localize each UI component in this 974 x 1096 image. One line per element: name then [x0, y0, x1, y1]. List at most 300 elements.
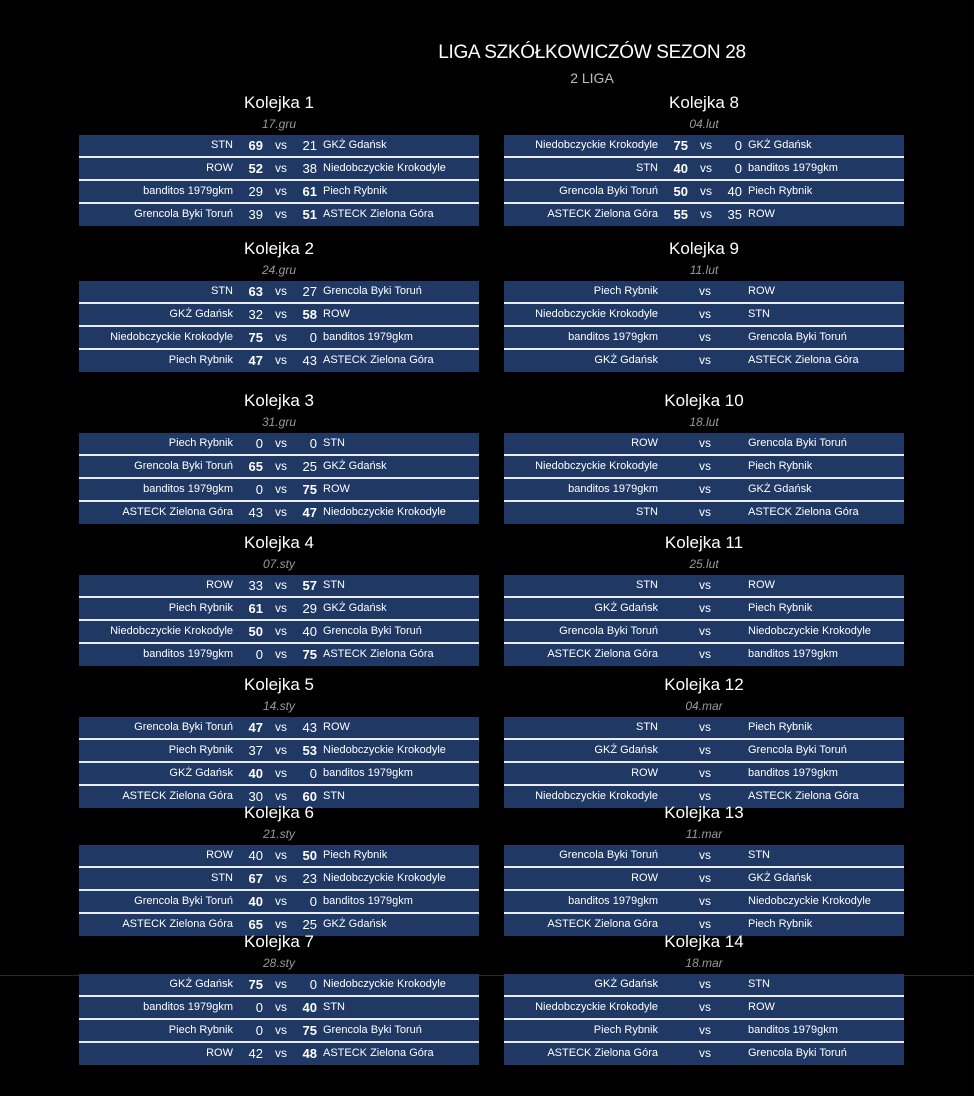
away-team: banditos 1979gkm — [323, 767, 413, 779]
round-block — [79, 531, 479, 666]
match-list — [504, 433, 904, 524]
home-score: 32 — [248, 307, 263, 322]
away-team: Grencola Byki Toruń — [323, 285, 422, 297]
away-score: 60 — [302, 789, 317, 804]
away-team: Grencola Byki Toruń — [323, 625, 422, 637]
round-title: Kolejka 6 — [244, 803, 314, 822]
away-team: Piech Rybnik — [323, 185, 388, 197]
match-row — [504, 997, 904, 1020]
vs-label: vs — [275, 647, 287, 661]
vs-label: vs — [275, 871, 287, 885]
round-date: 11.mar — [685, 827, 723, 841]
away-score: 25 — [302, 459, 317, 474]
vs-label: vs — [275, 353, 287, 367]
away-team: Piech Rybnik — [748, 185, 813, 197]
away-team: ASTECK Zielona Góra — [748, 506, 859, 518]
round-title: Kolejka 14 — [664, 932, 744, 951]
home-team: Niedobczyckie Krokodyle — [535, 1001, 658, 1013]
round-date: 11.lut — [689, 263, 719, 277]
away-team: GKŻ Gdańsk — [323, 460, 387, 472]
round-block — [79, 237, 479, 372]
vs-label: vs — [699, 284, 711, 298]
away-team: ROW — [748, 285, 775, 297]
home-score: 52 — [248, 161, 263, 176]
vs-label: vs — [275, 207, 287, 221]
away-score: 47 — [302, 505, 317, 520]
home-team: banditos 1979gkm — [568, 483, 658, 495]
round-block — [504, 531, 904, 666]
match-row — [504, 845, 904, 868]
vs-label: vs — [275, 184, 287, 198]
vs-label: vs — [699, 789, 711, 803]
round-block — [79, 91, 479, 226]
vs-label: vs — [275, 789, 287, 803]
round-date: 31.gru — [261, 415, 297, 429]
away-score: 75 — [302, 647, 317, 662]
away-team: Piech Rybnik — [748, 918, 813, 930]
match-row — [504, 433, 904, 456]
away-team: GKŻ Gdańsk — [748, 483, 812, 495]
round-date: 18.mar — [685, 956, 723, 970]
match-row — [79, 1043, 479, 1065]
vs-label: vs — [275, 624, 287, 638]
vs-label: vs — [275, 766, 287, 780]
vs-label: vs — [275, 1046, 287, 1060]
vs-label: vs — [699, 917, 711, 931]
vs-label: vs — [275, 330, 287, 344]
vs-label: vs — [700, 161, 712, 175]
home-team: ROW — [631, 437, 658, 449]
vs-label: vs — [699, 743, 711, 757]
match-row — [79, 891, 479, 914]
match-list — [504, 135, 904, 226]
home-score: 65 — [248, 917, 263, 932]
home-team: Piech Rybnik — [168, 437, 233, 449]
away-score: 0 — [309, 436, 317, 451]
away-team: ASTECK Zielona Góra — [323, 648, 434, 660]
round-date: 25.lut — [689, 557, 719, 571]
away-team: Niedobczyckie Krokodyle — [748, 625, 871, 637]
match-row — [79, 479, 479, 502]
home-team: Niedobczyckie Krokodyle — [535, 790, 658, 802]
match-row — [79, 575, 479, 598]
away-team: ASTECK Zielona Góra — [323, 208, 434, 220]
match-list — [504, 575, 904, 666]
vs-label: vs — [275, 848, 287, 862]
round-block — [79, 930, 479, 1065]
match-row — [79, 868, 479, 891]
home-team: ASTECK Zielona Góra — [122, 918, 233, 930]
away-score: 40 — [727, 184, 742, 199]
vs-label: vs — [699, 848, 711, 862]
home-score: 30 — [248, 789, 263, 804]
home-team: Piech Rybnik — [168, 354, 233, 366]
match-row — [504, 891, 904, 914]
match-list — [79, 281, 479, 372]
home-team: STN — [636, 721, 658, 733]
away-team: GKŻ Gdańsk — [323, 139, 387, 151]
away-team: ROW — [748, 579, 775, 591]
home-team: Grencola Byki Toruń — [134, 721, 233, 733]
match-row — [79, 350, 479, 372]
vs-label: vs — [275, 161, 287, 175]
round-block — [504, 801, 904, 936]
match-row — [504, 135, 904, 158]
away-team: STN — [748, 978, 770, 990]
vs-label: vs — [699, 482, 711, 496]
home-team: ASTECK Zielona Góra — [547, 918, 658, 930]
away-team: Grencola Byki Toruń — [748, 437, 847, 449]
vs-label: vs — [275, 720, 287, 734]
away-team: ROW — [323, 721, 350, 733]
away-team: Grencola Byki Toruń — [748, 331, 847, 343]
vs-label: vs — [699, 977, 711, 991]
home-team: banditos 1979gkm — [143, 185, 233, 197]
home-team: GKŻ Gdańsk — [169, 767, 233, 779]
home-team: banditos 1979gkm — [143, 483, 233, 495]
round-date: 28.sty — [262, 956, 295, 970]
match-row — [504, 740, 904, 763]
match-list — [79, 845, 479, 936]
home-team: ASTECK Zielona Góra — [547, 648, 658, 660]
away-score: 40 — [302, 1000, 317, 1015]
home-team: GKŻ Gdańsk — [169, 308, 233, 320]
vs-label: vs — [275, 1000, 287, 1014]
match-row — [504, 281, 904, 304]
home-score: 69 — [248, 138, 263, 153]
home-score: 0 — [255, 436, 263, 451]
home-team: Grencola Byki Toruń — [559, 625, 658, 637]
home-score: 33 — [248, 578, 263, 593]
away-team: Niedobczyckie Krokodyle — [323, 506, 446, 518]
away-team: STN — [748, 308, 770, 320]
away-team: ASTECK Zielona Góra — [748, 790, 859, 802]
home-team: ASTECK Zielona Góra — [547, 1047, 658, 1059]
home-team: Grencola Byki Toruń — [134, 208, 233, 220]
home-score: 40 — [248, 894, 263, 909]
match-row — [504, 181, 904, 204]
vs-label: vs — [275, 459, 287, 473]
away-score: 0 — [309, 330, 317, 345]
away-team: Piech Rybnik — [748, 721, 813, 733]
vs-label: vs — [699, 436, 711, 450]
home-score: 55 — [673, 207, 688, 222]
away-score: 61 — [302, 184, 317, 199]
away-score: 43 — [302, 353, 317, 368]
match-row — [504, 621, 904, 644]
home-team: Piech Rybnik — [168, 1024, 233, 1036]
home-team: ROW — [206, 579, 233, 591]
home-team: GKŻ Gdańsk — [169, 978, 233, 990]
away-team: STN — [748, 849, 770, 861]
vs-label: vs — [275, 977, 287, 991]
round-title: Kolejka 10 — [664, 391, 744, 410]
home-score: 61 — [248, 601, 263, 616]
home-score: 37 — [248, 743, 263, 758]
home-team: ASTECK Zielona Góra — [122, 790, 233, 802]
round-block — [504, 237, 904, 372]
home-team: ROW — [631, 872, 658, 884]
home-team: Grencola Byki Toruń — [134, 460, 233, 472]
match-row — [79, 644, 479, 666]
away-score: 0 — [734, 138, 742, 153]
vs-label: vs — [699, 624, 711, 638]
round-date: 18.lut — [689, 415, 719, 429]
match-row — [504, 1020, 904, 1043]
home-team: STN — [211, 139, 233, 151]
away-team: STN — [323, 437, 345, 449]
round-date: 21.sty — [262, 827, 295, 841]
home-team: Piech Rybnik — [593, 285, 658, 297]
away-score: 0 — [734, 161, 742, 176]
away-score: 75 — [302, 482, 317, 497]
vs-label: vs — [275, 578, 287, 592]
away-score: 0 — [309, 766, 317, 781]
round-date: 04.lut — [689, 117, 719, 131]
round-title: Kolejka 3 — [244, 391, 314, 410]
home-score: 47 — [248, 720, 263, 735]
away-score: 51 — [302, 207, 317, 222]
away-team: ROW — [323, 483, 350, 495]
vs-label: vs — [700, 138, 712, 152]
match-row — [504, 304, 904, 327]
match-row — [504, 204, 904, 226]
home-team: STN — [636, 506, 658, 518]
match-row — [79, 974, 479, 997]
round-date: 17.gru — [261, 117, 297, 131]
home-team: Piech Rybnik — [168, 744, 233, 756]
vs-label: vs — [699, 1046, 711, 1060]
away-score: 38 — [302, 161, 317, 176]
home-score: 63 — [248, 284, 263, 299]
vs-label: vs — [699, 307, 711, 321]
match-list — [79, 974, 479, 1065]
away-score: 48 — [302, 1046, 317, 1061]
away-team: banditos 1979gkm — [748, 1024, 838, 1036]
home-score: 43 — [248, 505, 263, 520]
round-title: Kolejka 4 — [244, 533, 314, 552]
away-score: 0 — [309, 894, 317, 909]
away-score: 35 — [727, 207, 742, 222]
away-team: Grencola Byki Toruń — [748, 744, 847, 756]
away-team: STN — [323, 579, 345, 591]
home-score: 0 — [255, 1023, 263, 1038]
home-score: 39 — [248, 207, 263, 222]
match-row — [79, 598, 479, 621]
away-team: Piech Rybnik — [748, 602, 813, 614]
away-score: 43 — [302, 720, 317, 735]
away-team: GKŻ Gdańsk — [748, 872, 812, 884]
vs-label: vs — [700, 207, 712, 221]
home-score: 50 — [673, 184, 688, 199]
away-score: 21 — [302, 138, 317, 153]
home-team: GKŻ Gdańsk — [594, 978, 658, 990]
match-row — [504, 717, 904, 740]
match-row — [79, 304, 479, 327]
vs-label: vs — [699, 578, 711, 592]
away-team: STN — [323, 1001, 345, 1013]
match-list — [79, 717, 479, 808]
home-team: banditos 1979gkm — [568, 895, 658, 907]
vs-label: vs — [699, 894, 711, 908]
away-team: Grencola Byki Toruń — [748, 1047, 847, 1059]
away-team: Niedobczyckie Krokodyle — [323, 978, 446, 990]
home-team: ROW — [631, 767, 658, 779]
home-team: Niedobczyckie Krokodyle — [535, 139, 658, 151]
round-date: 04.mar — [685, 699, 723, 713]
home-team: Niedobczyckie Krokodyle — [110, 331, 233, 343]
match-row — [79, 997, 479, 1020]
match-row — [79, 433, 479, 456]
home-team: Niedobczyckie Krokodyle — [535, 460, 658, 472]
home-team: Niedobczyckie Krokodyle — [535, 308, 658, 320]
away-team: Piech Rybnik — [748, 460, 813, 472]
match-row — [504, 575, 904, 598]
match-row — [504, 350, 904, 372]
vs-label: vs — [699, 647, 711, 661]
home-team: Niedobczyckie Krokodyle — [110, 625, 233, 637]
home-team: ROW — [206, 1047, 233, 1059]
home-score: 40 — [248, 848, 263, 863]
vs-label: vs — [699, 1023, 711, 1037]
match-list — [504, 974, 904, 1065]
away-score: 58 — [302, 307, 317, 322]
vs-label: vs — [699, 1000, 711, 1014]
away-score: 23 — [302, 871, 317, 886]
match-row — [79, 281, 479, 304]
match-list — [79, 575, 479, 666]
vs-label: vs — [699, 330, 711, 344]
match-row — [79, 621, 479, 644]
home-score: 50 — [248, 624, 263, 639]
away-team: Niedobczyckie Krokodyle — [323, 162, 446, 174]
round-date: 14.sty — [262, 699, 295, 713]
match-row — [504, 598, 904, 621]
match-row — [79, 158, 479, 181]
match-list — [79, 433, 479, 524]
away-team: GKŻ Gdańsk — [323, 602, 387, 614]
match-row — [504, 1043, 904, 1065]
away-team: Niedobczyckie Krokodyle — [748, 895, 871, 907]
away-score: 27 — [302, 284, 317, 299]
match-row — [79, 135, 479, 158]
home-team: GKŻ Gdańsk — [594, 602, 658, 614]
home-score: 40 — [673, 161, 688, 176]
home-team: GKŻ Gdańsk — [594, 354, 658, 366]
away-team: ASTECK Zielona Góra — [323, 354, 434, 366]
away-team: ROW — [748, 208, 775, 220]
home-team: ASTECK Zielona Góra — [122, 506, 233, 518]
round-title: Kolejka 2 — [244, 239, 314, 258]
away-team: banditos 1979gkm — [748, 162, 838, 174]
away-team: Niedobczyckie Krokodyle — [323, 872, 446, 884]
away-score: 0 — [309, 977, 317, 992]
away-team: GKŻ Gdańsk — [323, 918, 387, 930]
match-row — [504, 327, 904, 350]
home-team: Piech Rybnik — [168, 602, 233, 614]
match-row — [79, 763, 479, 786]
match-row — [504, 868, 904, 891]
match-list — [504, 845, 904, 936]
vs-label: vs — [275, 482, 287, 496]
match-list — [504, 717, 904, 808]
match-row — [504, 644, 904, 666]
round-title: Kolejka 5 — [244, 675, 314, 694]
match-row — [79, 845, 479, 868]
home-score: 65 — [248, 459, 263, 474]
home-team: Piech Rybnik — [593, 1024, 658, 1036]
round-block — [504, 673, 904, 808]
round-title: Kolejka 9 — [669, 239, 739, 258]
home-team: banditos 1979gkm — [568, 331, 658, 343]
vs-label: vs — [699, 459, 711, 473]
vs-label: vs — [700, 184, 712, 198]
round-title: Kolejka 13 — [664, 803, 744, 822]
round-date: 07.sty — [262, 557, 295, 571]
home-score: 42 — [248, 1046, 263, 1061]
away-team: STN — [323, 790, 345, 802]
home-score: 0 — [255, 482, 263, 497]
round-block — [504, 930, 904, 1065]
match-row — [79, 740, 479, 763]
home-team: Grencola Byki Toruń — [559, 849, 658, 861]
vs-label: vs — [699, 871, 711, 885]
home-team: ROW — [206, 162, 233, 174]
round-block — [504, 389, 904, 524]
vs-label: vs — [275, 307, 287, 321]
match-list — [79, 135, 479, 226]
match-row — [504, 502, 904, 524]
home-team: banditos 1979gkm — [143, 1001, 233, 1013]
round-title: Kolejka 12 — [664, 675, 744, 694]
home-score: 47 — [248, 353, 263, 368]
home-team: STN — [636, 162, 658, 174]
away-team: ROW — [748, 1001, 775, 1013]
away-team: Grencola Byki Toruń — [323, 1024, 422, 1036]
away-score: 25 — [302, 917, 317, 932]
home-score: 67 — [248, 871, 263, 886]
away-team: ASTECK Zielona Góra — [323, 1047, 434, 1059]
home-team: ROW — [206, 849, 233, 861]
home-team: Grencola Byki Toruń — [134, 895, 233, 907]
vs-label: vs — [275, 601, 287, 615]
home-score: 75 — [248, 977, 263, 992]
away-team: ASTECK Zielona Góra — [748, 354, 859, 366]
vs-label: vs — [275, 1023, 287, 1037]
home-team: banditos 1979gkm — [143, 648, 233, 660]
away-team: Niedobczyckie Krokodyle — [323, 744, 446, 756]
away-score: 40 — [302, 624, 317, 639]
away-team: banditos 1979gkm — [323, 895, 413, 907]
match-row — [79, 327, 479, 350]
league-subtitle: 2 LIGA — [570, 70, 614, 86]
home-score: 0 — [255, 1000, 263, 1015]
vs-label: vs — [275, 505, 287, 519]
away-score: 50 — [302, 848, 317, 863]
round-date: 24.gru — [261, 263, 297, 277]
away-team: GKŻ Gdańsk — [748, 139, 812, 151]
home-score: 0 — [255, 647, 263, 662]
away-team: banditos 1979gkm — [748, 767, 838, 779]
home-score: 29 — [248, 184, 263, 199]
vs-label: vs — [275, 743, 287, 757]
match-row — [504, 456, 904, 479]
home-team: Grencola Byki Toruń — [559, 185, 658, 197]
vs-label: vs — [699, 766, 711, 780]
match-row — [504, 763, 904, 786]
vs-label: vs — [699, 353, 711, 367]
away-score: 75 — [302, 1023, 317, 1038]
